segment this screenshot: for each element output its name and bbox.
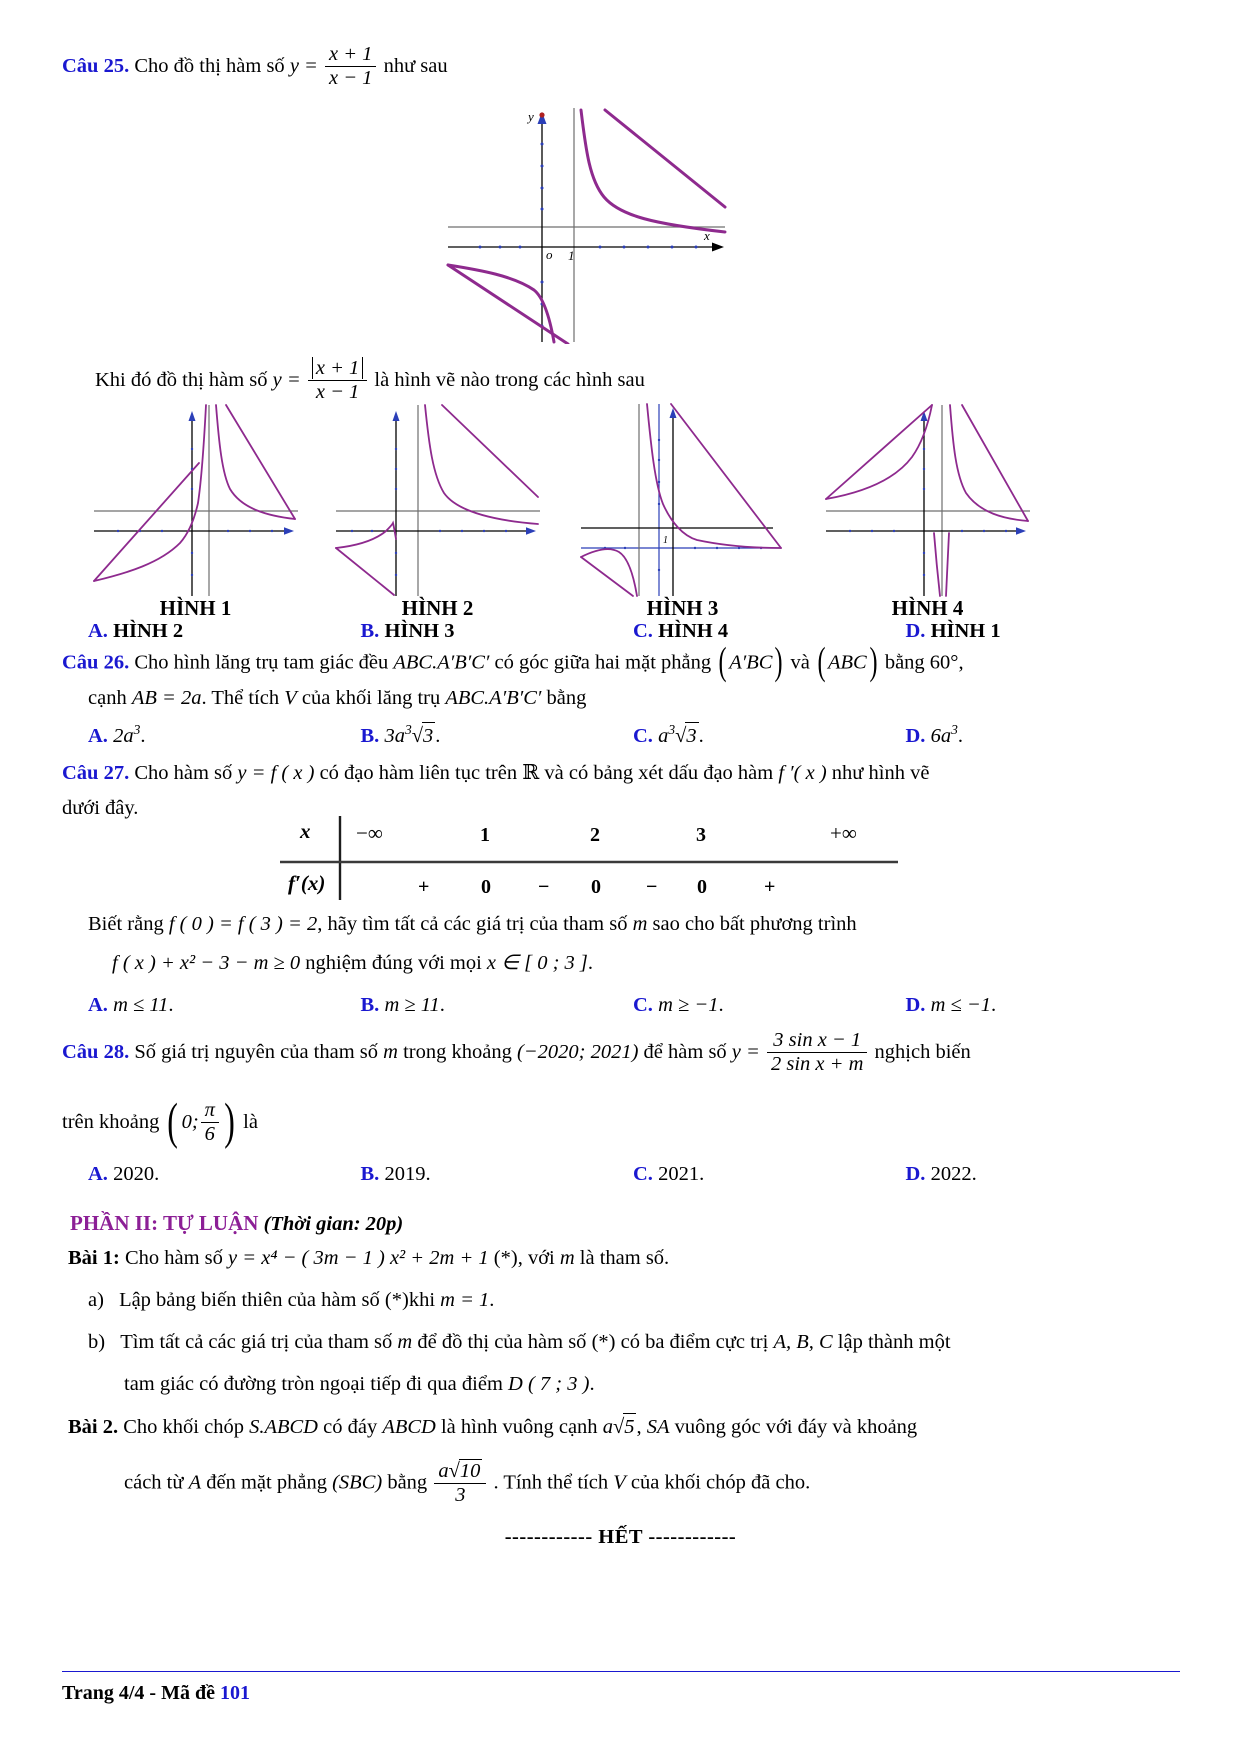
bai-2-l2-e: của khối chóp đã cho.	[630, 1471, 811, 1494]
svg-text:0: 0	[591, 876, 601, 898]
q26-option-d-value: $6a^3$	[930, 722, 958, 747]
q27-option-a[interactable]	[88, 992, 361, 1020]
q28-interval: (−2020; 2021)	[516, 1041, 639, 1064]
q27-t-d: như hình vẽ	[831, 762, 930, 784]
q28-option-c[interactable]	[633, 1161, 906, 1189]
q25-option-d-text: HÌNH 1	[930, 620, 1001, 642]
q25-option-c-letter: C.	[633, 620, 653, 642]
q28-option-c-letter: C.	[633, 1163, 653, 1185]
q28-l2-b: là	[243, 1111, 258, 1134]
q26-paren-open-1: (	[718, 640, 727, 683]
q26-paren-open-2: (	[817, 640, 826, 683]
q26-option-c-dot: .	[698, 724, 704, 747]
bai-1-item-b-text3: có ba điểm cực trị	[620, 1331, 769, 1353]
q28-option-b-text: 2019.	[384, 1163, 431, 1185]
bai-1-text-b: , với	[517, 1247, 555, 1269]
q26-option-b[interactable]	[361, 721, 634, 751]
svg-text:f′(x): f′(x)	[288, 871, 326, 895]
q27-option-c[interactable]	[633, 992, 906, 1020]
q28-y-eq: y =	[731, 1041, 760, 1064]
bai-2-text-c: là hình vuông cạnh	[440, 1416, 598, 1438]
q27-option-c-dot: .	[718, 994, 724, 1016]
bai-2-line1	[68, 1413, 1188, 1442]
q28-interval-num: π	[204, 1099, 215, 1121]
q27-l3-b: , hãy tìm tất cả các giá trị của tham số	[317, 913, 628, 935]
bai-2-distance-num: a√10	[438, 1460, 481, 1482]
q26-text-b: có góc giữa hai mặt phẳng	[494, 651, 712, 674]
q25-y-axis-label: y	[528, 109, 534, 124]
bai-1-item-a-cond: m = 1	[440, 1289, 490, 1311]
bai-1-item-a-star: (*)	[384, 1289, 409, 1311]
bai-1-star: (*)	[493, 1247, 518, 1269]
q28-option-a-letter: A.	[88, 1163, 108, 1185]
q27-option-c-letter: C.	[633, 994, 653, 1016]
bai-1-item-b-text: Tìm tất cả các giá trị của tham số	[120, 1331, 393, 1353]
q25-x-axis-label: x	[704, 228, 710, 243]
q25-option-b[interactable]	[361, 618, 634, 646]
q26-v-var: V	[284, 687, 297, 709]
q27-fprime: f ′( x )	[778, 762, 827, 784]
q28-option-d-text: 2022.	[930, 1163, 977, 1185]
q25-main-graph	[440, 104, 730, 344]
q27-fx: y = f ( x )	[237, 762, 315, 784]
q26-text-c: và	[790, 651, 810, 674]
q27-t-a: Cho hàm số	[134, 762, 233, 784]
q28-t-c: để hàm số	[643, 1041, 727, 1064]
q27-option-c-value: m ≥ −1	[658, 994, 719, 1016]
q26-option-a-value: $2a^3$	[113, 722, 141, 747]
svg-text:1: 1	[663, 535, 668, 546]
q27-l3-a: Biết rằng	[88, 913, 164, 935]
bai-1-function: y = x⁴ − ( 3m − 1 ) x² + 2m + 1	[228, 1247, 489, 1269]
svg-text:+: +	[764, 876, 776, 898]
q27-inequality: f ( x ) + x² − 3 − m ≥ 0	[112, 952, 301, 974]
question-25-line2	[95, 358, 1195, 405]
q26-l2-d: bằng	[546, 687, 587, 709]
question-28-label: Câu 28.	[62, 1041, 130, 1064]
q28-option-d-letter: D.	[905, 1163, 926, 1185]
q27-option-a-value: m ≤ 11	[113, 994, 169, 1016]
bai-2-comma: ,	[636, 1416, 642, 1438]
svg-text:+: +	[418, 876, 430, 898]
footer-divider	[62, 1671, 1180, 1672]
q26-option-a[interactable]	[88, 721, 361, 751]
svg-text:x: x	[300, 819, 311, 843]
question-27-line4	[112, 950, 1202, 978]
q27-l4-c: .	[587, 952, 594, 974]
q28-option-b[interactable]	[361, 1161, 634, 1189]
q26-plane-1: A′BC	[729, 651, 773, 674]
bai-2-distance-den: 3	[434, 1483, 486, 1507]
part2-heading: PHẦN II: TỰ LUẬN	[70, 1211, 259, 1235]
figure-2-caption: HÌNH 2	[401, 596, 474, 620]
bai-2-base: ABCD	[382, 1416, 436, 1438]
bai-1-line	[68, 1245, 1188, 1273]
q25-line2-after: là hình vẽ nào trong các hình sau	[374, 369, 645, 392]
q25-fraction-denominator: x − 1	[325, 66, 376, 90]
question-25-options	[88, 618, 1178, 646]
q25-line2-y-eq: y =	[272, 369, 301, 392]
q25-option-b-letter: B.	[360, 620, 380, 642]
q28-paren-open: (	[167, 1092, 179, 1150]
q26-paren-close-2: )	[869, 640, 878, 683]
q27-option-d-letter: D.	[905, 994, 926, 1016]
q25-y-eq: y =	[289, 55, 318, 78]
q25-option-b-text: HÌNH 3	[384, 620, 455, 642]
bai-1-item-b-star: (*)	[591, 1331, 616, 1353]
part2-heading-row	[70, 1209, 403, 1239]
q26-option-c-value: $a^3√3$	[658, 725, 699, 747]
question-26-label: Câu 26.	[62, 651, 130, 674]
q28-paren-close: )	[224, 1092, 235, 1150]
figure-1-caption: HÌNH 1	[159, 596, 232, 620]
question-27-options	[88, 992, 1178, 1020]
q25-option-c-text: HÌNH 4	[658, 620, 729, 642]
q27-option-b[interactable]	[361, 992, 634, 1020]
bai-2-plane: (SBC)	[332, 1471, 383, 1494]
q28-interval-left: 0;	[181, 1111, 199, 1134]
q26-solid-2: ABC.A′B′C′	[445, 687, 542, 709]
bai-1-item-a-dot: .	[489, 1289, 495, 1311]
question-27-line2: dưới đây.	[62, 797, 139, 819]
question-25-prompt-after: như sau	[383, 55, 448, 78]
q28-option-c-text: 2021.	[658, 1163, 705, 1185]
bai-1-item-b-line2-text: tam giác có đường tròn ngoại tiếp đi qua điểm	[124, 1373, 503, 1395]
q27-condition: f ( 0 ) = f ( 3 ) = 2	[168, 913, 318, 935]
q26-paren-close-1: )	[774, 640, 783, 683]
figure-4-caption: HÌNH 4	[891, 596, 964, 620]
q27-option-a-dot: .	[168, 994, 174, 1016]
q26-option-a-dot: .	[140, 724, 146, 747]
question-25-prompt: Cho đồ thị hàm số	[134, 55, 285, 78]
page-footer	[62, 1680, 250, 1707]
q26-option-d-dot: .	[957, 724, 963, 747]
question-28-line1	[62, 1030, 1202, 1077]
q27-option-b-dot: .	[439, 994, 445, 1016]
q27-l3-c: sao cho bất phương trình	[652, 913, 857, 935]
bai-2-text-e: vuông góc với đáy và khoảng	[674, 1416, 918, 1438]
q26-text-a: Cho hình lăng trụ tam giác đều	[134, 651, 389, 674]
svg-text:3: 3	[696, 824, 706, 846]
q26-option-c[interactable]	[633, 721, 906, 751]
svg-text:0: 0	[481, 876, 491, 898]
q27-t-b: có đạo hàm liên tục trên	[319, 762, 518, 784]
q26-l2-c: của khối lăng trụ	[301, 687, 441, 709]
question-27-line1	[62, 760, 1202, 788]
q28-fraction-denominator: 2 sin x + m	[767, 1052, 867, 1076]
bai-1-item-a	[88, 1287, 1198, 1315]
bai-2-point-a: A	[188, 1471, 202, 1494]
bai-2-text-b: có đáy	[323, 1416, 378, 1438]
q26-eq-ab: AB = 2a	[131, 687, 202, 709]
bai-2-text-a: Cho khối chóp	[123, 1416, 244, 1438]
q26-option-d[interactable]	[906, 721, 1179, 751]
question-26-line2	[88, 685, 1188, 713]
question-25-label: Câu 25.	[62, 55, 130, 78]
figure-3-caption: HÌNH 3	[646, 596, 719, 620]
q27-sign-table	[278, 812, 900, 904]
bai-2-side-length: a√5	[603, 1416, 637, 1438]
q25-option-a[interactable]	[88, 618, 361, 646]
q26-option-c-letter: C.	[633, 724, 653, 747]
q27-domain: x ∈ [ 0 ; 3 ]	[486, 952, 588, 974]
bai-1-item-b	[88, 1329, 1203, 1357]
q25-option-a-text: HÌNH 2	[113, 620, 184, 642]
figure-1	[88, 403, 303, 598]
bai-1-label: Bài 1:	[68, 1247, 120, 1269]
bai-1-item-b-marker: b)	[88, 1331, 106, 1353]
q28-t-b: trong khoảng	[403, 1041, 512, 1064]
part2-heading-time: (Thời gian: 20p)	[263, 1213, 404, 1235]
q26-option-a-letter: A.	[88, 724, 108, 747]
q28-option-b-letter: B.	[360, 1163, 380, 1185]
q27-option-d-dot: .	[990, 994, 997, 1016]
q26-solid-1: ABC.A′B′C′	[393, 651, 490, 674]
question-26-line1	[62, 640, 1192, 683]
question-27-line3	[88, 911, 1198, 939]
q28-m-var: m	[383, 1041, 398, 1064]
bai-1-text-a: Cho hàm số	[124, 1247, 223, 1269]
bai-2-l2-c: bằng	[387, 1471, 428, 1494]
q28-option-d[interactable]	[906, 1161, 1179, 1189]
bai-1-m: m	[559, 1247, 575, 1269]
bai-1-item-b-line2	[124, 1371, 1204, 1399]
bai-1-item-a-text2: khi	[408, 1289, 436, 1311]
svg-text:+∞: +∞	[830, 821, 857, 845]
bai-1-item-a-marker: a)	[88, 1289, 104, 1311]
q25-one-label: 1	[568, 248, 575, 263]
question-28-options	[88, 1161, 1178, 1189]
footer-exam-code: 101	[219, 1682, 250, 1704]
q25-line2-fraction	[308, 357, 367, 404]
svg-text:0: 0	[697, 876, 707, 898]
bai-2-l2-a: cách từ	[124, 1471, 184, 1494]
bai-1-item-b-text2: để đồ thị của hàm số	[417, 1331, 587, 1353]
bai-2-volume-var: V	[613, 1471, 626, 1494]
q28-interval-fraction	[201, 1099, 219, 1146]
q27-option-b-letter: B.	[360, 994, 380, 1016]
q26-option-d-letter: D.	[905, 724, 926, 747]
q25-fraction	[325, 43, 376, 90]
bai-2-distance-fraction	[434, 1459, 486, 1507]
q26-text-d: bằng 60°,	[884, 651, 964, 674]
bai-1-text-c: là tham số.	[579, 1247, 670, 1269]
q25-line2-denominator: x − 1	[308, 380, 367, 404]
q28-l2-a: trên khoảng	[62, 1111, 160, 1134]
bai-2-sa: SA	[646, 1416, 670, 1438]
bai-1-item-b-point-d: D ( 7 ; 3 )	[508, 1373, 590, 1395]
bai-1-item-b-text4: lập thành một	[837, 1331, 951, 1353]
q28-fraction	[767, 1029, 867, 1076]
question-25-line1	[62, 44, 1182, 91]
bai-1-item-b-line2-dot: .	[589, 1373, 595, 1395]
q25-fraction-numerator: x + 1	[329, 43, 373, 65]
q26-plane-2: ABC	[828, 651, 867, 674]
q26-option-b-dot: .	[435, 724, 441, 747]
q28-t-d: nghịch biến	[874, 1041, 971, 1064]
svg-text:−: −	[646, 876, 658, 898]
q25-option-c[interactable]	[633, 618, 906, 646]
figure-3	[575, 400, 790, 598]
q25-option-d-letter: D.	[905, 620, 926, 642]
bai-2-line2	[124, 1460, 1204, 1508]
q25-option-d[interactable]	[906, 618, 1179, 646]
figure-2	[330, 403, 545, 598]
q28-interval-den: 6	[201, 1122, 219, 1146]
q25-line2-numerator: x + 1	[308, 357, 367, 380]
svg-text:−∞: −∞	[356, 821, 383, 845]
q26-option-b-value: $3a^3√3$	[384, 725, 435, 747]
figure-4	[820, 403, 1035, 598]
q27-option-d[interactable]	[906, 992, 1179, 1020]
svg-text:−: −	[538, 876, 550, 898]
q25-origin-label: o	[546, 247, 553, 262]
footer-page-text: Trang 4/4 - Mã đề	[62, 1682, 220, 1704]
svg-text:2: 2	[590, 824, 600, 846]
q25-option-a-letter: A.	[88, 620, 108, 642]
q26-option-b-letter: B.	[360, 724, 380, 747]
q27-m-var: m	[632, 913, 648, 935]
question-26-options	[88, 721, 1178, 751]
q28-option-a[interactable]	[88, 1161, 361, 1189]
q27-t-c: và có bảng xét dấu đạo hàm	[544, 762, 774, 784]
question-28-line2	[62, 1092, 1162, 1150]
q27-option-b-value: m ≥ 11	[384, 994, 440, 1016]
q27-l4-b: nghiệm đúng với mọi	[305, 952, 482, 974]
q26-l2-b: . Thể tích	[201, 687, 280, 709]
q28-fraction-numerator: 3 sin x − 1	[773, 1029, 862, 1051]
question-27-label: Câu 27.	[62, 762, 130, 784]
q25-line2-before: Khi đó đồ thị hàm số	[95, 369, 268, 392]
q28-t-a: Số giá trị nguyên của tham số	[134, 1041, 379, 1064]
bai-2-l2-d: . Tính thể tích	[493, 1471, 609, 1494]
bai-1-item-b-points: A, B, C	[773, 1331, 833, 1353]
bai-2-l2-b: đến mặt phẳng	[206, 1471, 327, 1494]
bai-2-solid: S.ABCD	[249, 1416, 318, 1438]
q26-l2-a: cạnh	[88, 687, 127, 709]
q28-option-a-text: 2020.	[113, 1163, 160, 1185]
bai-1-item-b-m: m	[397, 1331, 413, 1353]
end-marker: ------------ HẾT ------------	[504, 1526, 737, 1548]
svg-text:1: 1	[480, 824, 490, 846]
q27-option-a-letter: A.	[88, 994, 108, 1016]
q27-rset: ℝ	[522, 762, 540, 784]
q27-option-d-value: m ≤ −1	[930, 994, 991, 1016]
bai-1-item-a-text: Lập bảng biến thiên của hàm số	[119, 1289, 380, 1311]
bai-2-label: Bài 2.	[68, 1416, 119, 1438]
